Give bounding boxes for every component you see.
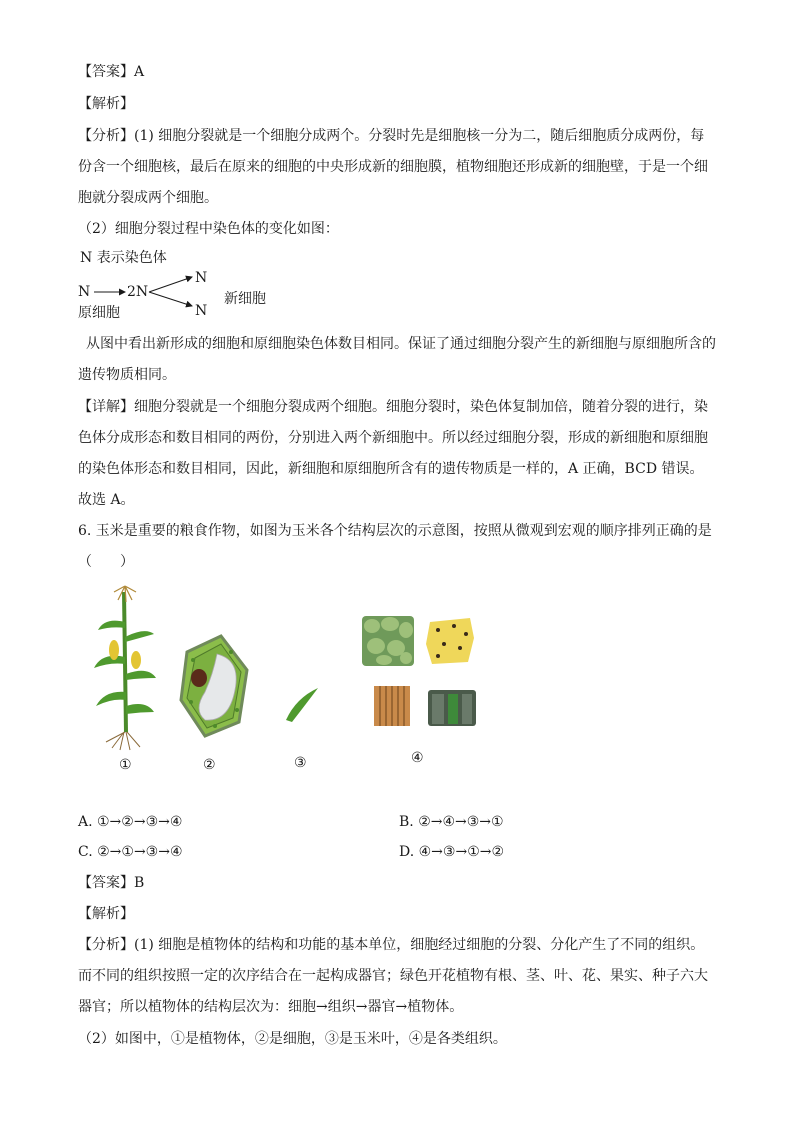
- figure-label-3: ③: [294, 755, 307, 771]
- diagram-new-cell-label: 新细胞: [224, 291, 266, 307]
- analysis-paragraph-line: （2）细胞分裂过程中染色体的变化如图：: [78, 221, 339, 237]
- figure-label-4: ④: [411, 750, 424, 766]
- option-b: B. ②→④→③→①: [399, 814, 504, 830]
- answer-value: B: [134, 875, 145, 891]
- detail-paragraph-line: 的染色体形态和数目相同，因此，新细胞和原细胞所含有的遗传物质是一样的，A 正确，BCD 错误。: [78, 461, 704, 477]
- diagram-legend: N 表示染色体: [80, 250, 167, 266]
- analysis-paragraph-line: 从图中看出新形成的细胞和原细胞染色体数目相同。保证了通过细胞分裂产生的新细胞与原细胞所含的: [86, 336, 716, 352]
- figure-label-1: ①: [119, 757, 132, 773]
- diagram-start-label: N: [78, 284, 91, 300]
- corn-plant-image: [90, 582, 160, 752]
- corn-leaf-image: [284, 684, 324, 724]
- answer-tag: 【答案】: [78, 64, 134, 80]
- analysis-paragraph-line: 【分析】(1) 细胞是植物体的结构和功能的基本单位，细胞经过细胞的分裂、分化产生了不同的组织。: [78, 937, 705, 953]
- diagram-middle-label: 2N: [127, 284, 149, 300]
- tissue-green-vessels: [428, 690, 476, 726]
- tissue-brown-fibers: [374, 686, 410, 726]
- answer-tag: 【答案】: [78, 875, 134, 891]
- analysis-tag: 【解析】: [78, 96, 134, 112]
- question-stem: 6. 玉米是重要的粮食作物，如图为玉米各个结构层次的示意图，按照从微观到宏观的顺序排列正确的是: [78, 523, 712, 539]
- diagram-original-cell-label: 原细胞: [78, 305, 120, 321]
- analysis-paragraph-line: 遗传物质相同。: [78, 367, 176, 383]
- answer-value: A: [134, 64, 145, 80]
- answer-line: [78, 62, 144, 82]
- analysis-tag: 【解析】: [78, 906, 134, 922]
- analysis-paragraph-line: （2）如图中，①是植物体，②是细胞，③是玉米叶，④是各类组织。: [78, 1031, 507, 1047]
- arrow-2n-to-bottom: [149, 292, 192, 306]
- tissue-yellow-cells: [426, 618, 474, 664]
- diagram-arrows: [85, 262, 285, 322]
- tissue-green-clusters: [362, 616, 414, 666]
- conclusion-line: 故选 A。: [78, 492, 135, 508]
- tissues-image: [362, 612, 482, 732]
- analysis-paragraph-line: 而不同的组织按照一定的次序结合在一起构成器官；绿色开花植物有根、茎、叶、花、果实、种子六大: [78, 968, 708, 984]
- analysis-paragraph-line: 器官；所以植物体的结构层次为：细胞→组织→器官→植物体。: [78, 999, 464, 1015]
- detail-paragraph-line: 色体分成形态和数目相同的两份，分别进入两个新细胞中。所以经过细胞分裂，形成的新细胞和原细胞: [78, 430, 708, 446]
- analysis-paragraph-line: 胞就分裂成两个细胞。: [78, 190, 218, 206]
- diagram-out-top-label: N: [195, 270, 208, 286]
- option-d: D. ④→③→①→②: [399, 844, 505, 860]
- option-c: C. ②→①→③→④: [78, 844, 183, 860]
- detail-paragraph-line: 【详解】细胞分裂就是一个细胞分裂成两个细胞。细胞分裂时，染色体复制加倍，随着分裂的进行，染: [78, 399, 708, 415]
- question-stem-blank: （ ）: [78, 554, 134, 570]
- figure-label-2: ②: [203, 757, 216, 773]
- answer-line: [78, 873, 144, 893]
- analysis-paragraph-line: 份含一个细胞核，最后在原来的细胞的中央形成新的细胞膜，植物细胞还形成新的细胞壁，于是一个细: [78, 159, 708, 175]
- diagram-out-bottom-label: N: [195, 303, 208, 319]
- option-a: A. ①→②→③→④: [78, 814, 183, 830]
- arrow-2n-to-top: [149, 277, 192, 292]
- analysis-paragraph-line: 【分析】(1) 细胞分裂就是一个细胞分成两个。分裂时先是细胞核一分为二，随后细胞质分成两份，每: [78, 128, 705, 144]
- plant-cell-image: [175, 630, 255, 740]
